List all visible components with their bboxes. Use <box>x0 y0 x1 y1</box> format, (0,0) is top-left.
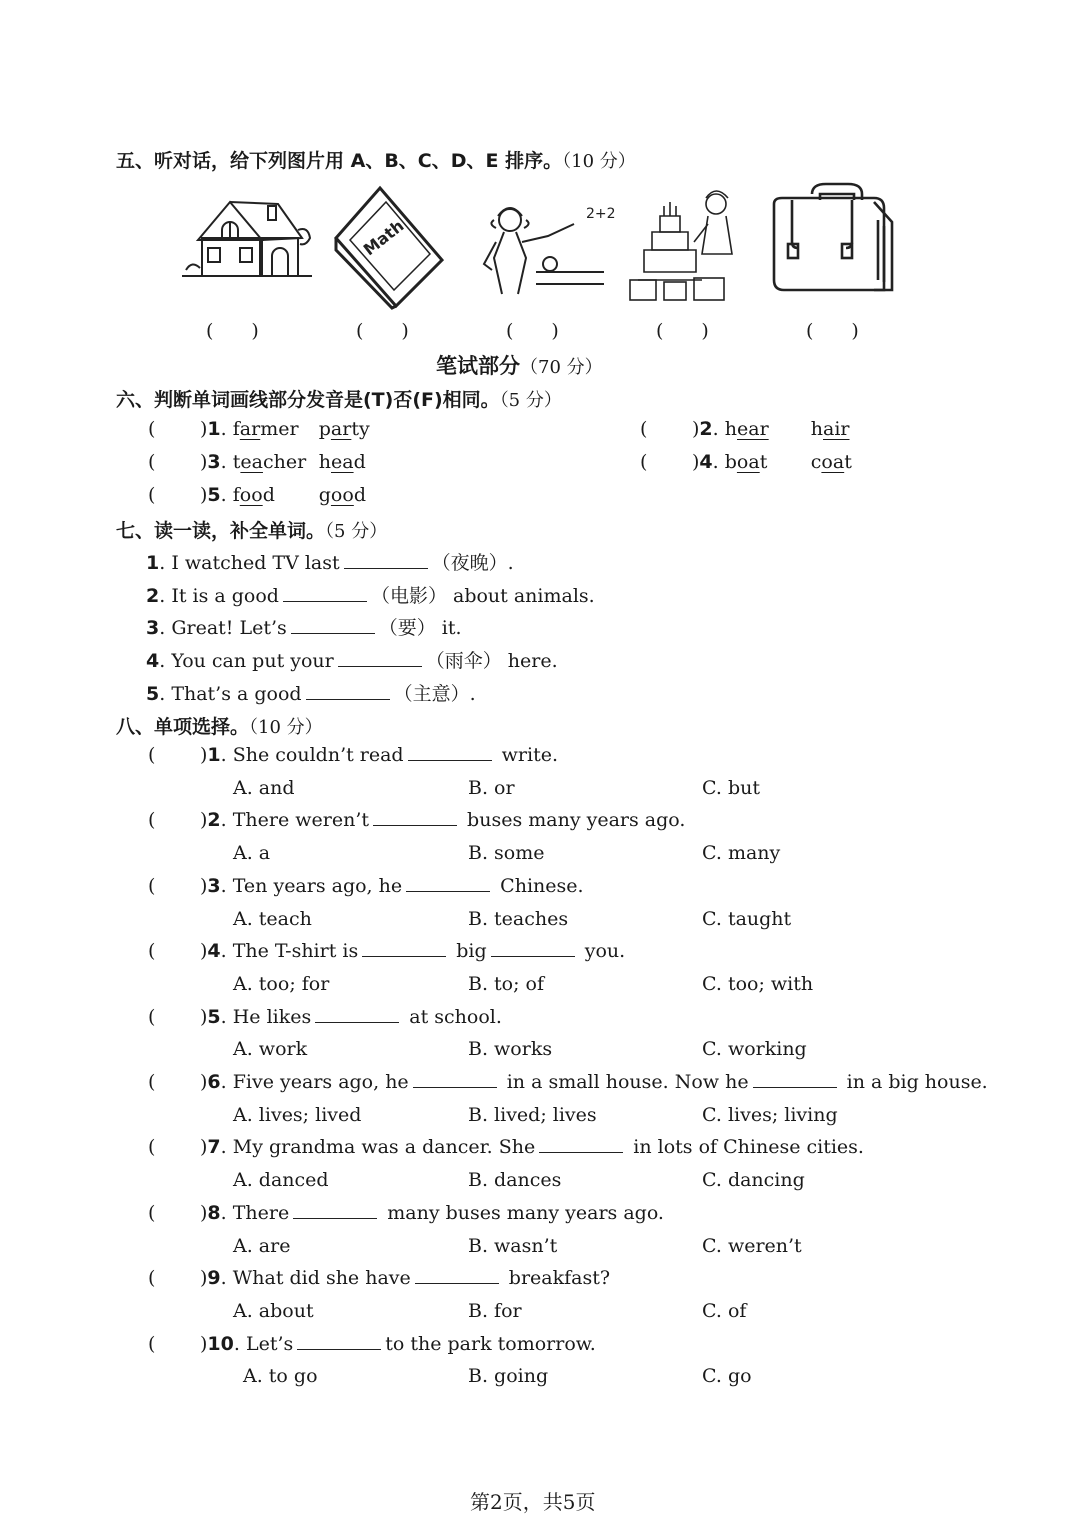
sentence-start: . You can put your <box>159 650 334 673</box>
underlined-part: air <box>823 418 850 440</box>
item-number: 3 <box>207 451 221 473</box>
sentence-end: about animals. <box>446 584 595 607</box>
answer-paren[interactable]: ( <box>148 418 156 440</box>
answer-blank[interactable] <box>283 600 367 602</box>
sentence-end: it. <box>435 617 462 640</box>
phonics-item-3 <box>148 451 366 473</box>
option-a[interactable]: A. teach <box>233 907 312 930</box>
option-a[interactable]: A. about <box>233 1299 314 1322</box>
question-number: 3 <box>207 874 221 897</box>
paren-close: ) <box>692 418 700 440</box>
question-number: 1 <box>207 744 221 766</box>
option-b[interactable]: B. works <box>468 1038 553 1061</box>
item-number: 1 <box>207 418 221 440</box>
word-part: d <box>353 484 366 506</box>
answer-blank[interactable] <box>406 890 490 892</box>
answer-blank[interactable] <box>415 1282 499 1284</box>
dot: . <box>220 418 233 440</box>
word-part: t <box>844 451 852 473</box>
paren-close: ) <box>200 1267 208 1290</box>
answer-blank[interactable] <box>539 1151 623 1153</box>
teacher-picture <box>474 198 616 298</box>
question-text: . There weren’t <box>220 809 370 832</box>
question-1 <box>148 744 558 766</box>
underlined-part: oa <box>736 451 760 473</box>
question-text: . She couldn’t read <box>220 744 404 766</box>
math-book-picture <box>330 182 450 310</box>
word-part: mer <box>260 418 299 440</box>
word-part: ty <box>351 418 370 440</box>
word-part: h <box>810 418 823 440</box>
paren-close: ) <box>200 1071 208 1093</box>
paren-close: ) <box>200 418 208 440</box>
paren-close: ) <box>692 451 700 473</box>
written-part-title: 笔试部分 <box>436 354 520 378</box>
word-2 <box>319 451 366 473</box>
item-number: 1 <box>146 552 160 574</box>
question-text: in a big house. <box>840 1071 988 1093</box>
sentence-end: here. <box>501 650 558 673</box>
question-text: . What did she have <box>220 1267 411 1290</box>
section-6-score: （5 分） <box>499 390 562 411</box>
word-2 <box>811 451 852 473</box>
section-5-score: （10 分） <box>562 151 636 172</box>
item-number: 4 <box>699 451 713 473</box>
question-number: 2 <box>207 809 221 832</box>
question-text: you. <box>578 940 626 963</box>
answer-blank[interactable] <box>293 1217 377 1219</box>
answer-paren[interactable]: ( <box>148 940 156 963</box>
sentence-end: . <box>469 682 476 705</box>
word-1 <box>725 451 811 473</box>
paren-close: ) <box>200 451 208 473</box>
word-1 <box>233 484 319 506</box>
fill-word-item-1 <box>146 548 514 575</box>
section-6-heading <box>116 385 562 412</box>
word-part: f <box>232 484 240 506</box>
question-5 <box>148 1006 502 1028</box>
paren-close: ) <box>200 1201 208 1224</box>
paren-close: ) <box>200 484 208 506</box>
answer-paren[interactable]: ( <box>148 809 156 832</box>
question-text: . There <box>220 1201 290 1224</box>
phonics-item-4 <box>640 451 852 473</box>
question-number: 8 <box>207 1201 221 1224</box>
option-a[interactable]: A. are <box>233 1234 291 1257</box>
dot: . <box>220 484 233 506</box>
underlined-part: oo <box>330 484 354 506</box>
option-b[interactable]: B. going <box>468 1365 549 1388</box>
question-text: write. <box>495 744 558 766</box>
option-b[interactable]: B. or <box>468 776 515 799</box>
answer-paren[interactable]: ( <box>148 874 156 897</box>
dot: . <box>712 418 725 440</box>
underlined-part: oo <box>239 484 263 506</box>
answer-blank[interactable] <box>297 1348 381 1350</box>
word-part: c <box>810 451 822 473</box>
answer-paren[interactable]: ( <box>640 451 648 473</box>
chinese-hint: （要） <box>378 617 436 640</box>
item-number: 2 <box>699 418 713 440</box>
option-a[interactable]: A. danced <box>233 1169 329 1192</box>
word-part: d <box>353 451 366 473</box>
dot: . <box>220 451 233 473</box>
schoolbag-picture <box>766 180 900 300</box>
word-part: cher <box>262 451 307 473</box>
option-a[interactable]: A. too; for <box>233 972 330 995</box>
section-8-score: （10 分） <box>249 717 323 738</box>
option-c[interactable]: C. dancing <box>702 1169 805 1192</box>
item-number: 3 <box>146 617 160 640</box>
question-text: Chinese. <box>494 874 584 897</box>
option-a[interactable]: A. work <box>233 1038 308 1061</box>
answer-paren[interactable]: ( <box>148 1136 156 1159</box>
option-a[interactable]: A. lives; lived <box>233 1103 362 1126</box>
word-part: h <box>724 418 737 440</box>
underlined-part: oa <box>821 451 845 473</box>
chinese-hint: （主意） <box>393 682 470 705</box>
section-7-heading <box>116 516 387 543</box>
paren-close: ) <box>200 1005 208 1028</box>
underlined-part: ea <box>331 451 354 473</box>
option-b[interactable]: B. some <box>468 842 545 865</box>
word-2 <box>319 484 366 506</box>
question-text: to the park tomorrow. <box>385 1332 596 1355</box>
word-part: t <box>759 451 768 473</box>
question-text: in lots of Chinese cities. <box>627 1136 864 1159</box>
question-text: buses many years ago. <box>461 809 686 832</box>
question-number: 10 <box>207 1332 234 1355</box>
chinese-hint: （夜晚） <box>431 552 508 574</box>
answer-blank[interactable] <box>753 1086 837 1088</box>
underlined-part: ea <box>240 451 263 473</box>
word-part: t <box>232 451 241 473</box>
answer-paren[interactable]: ( <box>148 1005 156 1028</box>
answer-paren[interactable]: ( <box>148 1071 156 1093</box>
question-text: . Five years ago, he <box>220 1071 409 1093</box>
question-2 <box>148 809 685 831</box>
answer-paren[interactable]: ( <box>148 744 156 766</box>
option-b[interactable]: B. for <box>468 1299 522 1322</box>
word-part: d <box>262 484 275 506</box>
word-part: f <box>232 418 240 440</box>
option-b[interactable]: B. to; of <box>468 972 545 995</box>
option-c[interactable]: C. weren’t <box>702 1234 802 1257</box>
answer-blank[interactable] <box>373 824 457 826</box>
paren-close: ) <box>200 1332 208 1355</box>
paren-close: ) <box>200 1136 208 1159</box>
sentence-end: . <box>507 552 514 574</box>
word-1 <box>233 418 319 440</box>
sentence-start: . It is a good <box>159 584 279 607</box>
chinese-hint: （雨伞） <box>425 650 502 673</box>
option-b[interactable]: B. teaches <box>468 907 569 930</box>
answer-blank[interactable] <box>362 955 446 957</box>
option-c[interactable]: C. too; with <box>702 972 814 995</box>
chinese-hint: （电影） <box>370 584 447 607</box>
written-part-score: （70 分） <box>520 357 603 378</box>
option-a[interactable]: A. to go <box>243 1365 318 1388</box>
fill-word-item-2 <box>146 581 595 608</box>
option-c[interactable]: C. go <box>702 1365 752 1388</box>
question-text: . My grandma was a dancer. She <box>220 1136 536 1159</box>
question-number: 5 <box>207 1005 221 1028</box>
question-number: 9 <box>207 1267 221 1290</box>
question-number: 4 <box>207 940 221 963</box>
question-number: 6 <box>207 1071 221 1093</box>
question-text: . The T-shirt is <box>220 940 359 963</box>
answer-blank[interactable] <box>338 665 422 667</box>
question-text: . Let’s <box>233 1332 294 1355</box>
word-part: p <box>318 418 331 440</box>
paren-close: ) <box>200 744 208 766</box>
answer-paren[interactable]: ( <box>148 1332 156 1355</box>
question-3 <box>148 875 584 897</box>
answer-paren[interactable]: ( <box>148 1201 156 1224</box>
phonics-item-2 <box>640 418 850 440</box>
answer-blank-5[interactable]: ( ) <box>806 320 859 342</box>
option-b[interactable]: B. lived; lives <box>468 1103 597 1126</box>
option-c[interactable]: C. of <box>702 1299 747 1322</box>
option-a[interactable]: A. and <box>233 776 295 799</box>
answer-blank[interactable] <box>413 1086 497 1088</box>
answer-blank-3[interactable]: ( ) <box>506 320 559 342</box>
answer-paren[interactable]: ( <box>148 1267 156 1290</box>
answer-blank-4[interactable]: ( ) <box>656 320 709 342</box>
sentence-start: . I watched TV last <box>159 552 340 574</box>
page-footer: 第2页，共5页 <box>470 1490 596 1514</box>
book-label: Math <box>359 216 408 260</box>
option-b[interactable]: B. wasn’t <box>468 1234 558 1257</box>
question-text: big <box>450 940 487 963</box>
dot: . <box>712 451 725 473</box>
fill-word-item-3 <box>146 613 462 640</box>
word-1 <box>725 418 811 440</box>
word-1 <box>233 451 319 473</box>
word-part: b <box>724 451 737 473</box>
question-number: 7 <box>207 1136 221 1159</box>
question-7 <box>148 1136 864 1158</box>
answer-blank-1[interactable]: ( ) <box>206 320 259 342</box>
paren-close: ) <box>200 874 208 897</box>
question-text: . Ten years ago, he <box>220 874 403 897</box>
answer-paren[interactable]: ( <box>148 484 156 506</box>
underlined-part: ar <box>239 418 261 440</box>
option-c[interactable]: C. lives; living <box>702 1103 838 1126</box>
option-c[interactable]: C. taught <box>702 907 792 930</box>
word-part: h <box>318 451 331 473</box>
section-8-heading <box>116 712 323 739</box>
option-b[interactable]: B. dances <box>468 1169 562 1192</box>
word-2 <box>319 418 370 440</box>
question-8 <box>148 1202 664 1224</box>
answer-blank[interactable] <box>344 567 428 569</box>
sentence-start: . Great! Let’s <box>159 617 287 640</box>
house-picture <box>178 190 312 290</box>
paren-close: ) <box>200 940 208 963</box>
item-number: 5 <box>146 682 160 705</box>
question-text: . He likes <box>220 1005 312 1028</box>
answer-blank[interactable] <box>491 955 575 957</box>
fill-word-item-4 <box>146 646 558 673</box>
option-a[interactable]: A. a <box>233 842 271 865</box>
answer-blank[interactable] <box>291 632 375 634</box>
option-c[interactable]: C. many <box>702 842 781 865</box>
item-number: 2 <box>146 584 160 607</box>
birthday-cake-picture <box>624 184 744 306</box>
underlined-part: ar <box>330 418 352 440</box>
option-c[interactable]: C. working <box>702 1038 807 1061</box>
phonics-item-5 <box>148 484 366 506</box>
question-text: breakfast? <box>502 1267 611 1290</box>
phonics-item-1 <box>148 418 370 440</box>
question-9 <box>148 1267 610 1289</box>
answer-blank[interactable] <box>306 698 390 700</box>
answer-blank-2[interactable]: ( ) <box>356 320 409 342</box>
answer-paren[interactable]: ( <box>148 451 156 473</box>
section-7-score: （5 分） <box>325 521 388 542</box>
answer-blank[interactable] <box>408 759 492 761</box>
board-math: 2+2 <box>586 206 616 222</box>
section-8-title: 八、单项选择。 <box>116 716 250 738</box>
answer-paren[interactable]: ( <box>640 418 648 440</box>
item-number: 4 <box>146 650 160 673</box>
section-5-title: 五、听对话，给下列图片用 A、B、C、D、E 排序。 <box>116 150 563 172</box>
question-4 <box>148 940 625 962</box>
word-2 <box>811 418 850 440</box>
sentence-start: . That’s a good <box>159 682 302 705</box>
underlined-part: ear <box>737 418 769 440</box>
question-text: many buses many years ago. <box>381 1201 664 1224</box>
section-5-heading <box>116 146 636 173</box>
option-c[interactable]: C. but <box>702 776 760 799</box>
written-part-heading <box>436 350 603 380</box>
section-6-title: 六、判断单词画线部分发音是(T)否(F)相同。 <box>116 389 500 411</box>
section-7-title: 七、读一读，补全单词。 <box>116 520 326 542</box>
paren-close: ) <box>200 809 208 832</box>
word-part: g <box>318 484 331 506</box>
question-10 <box>148 1333 596 1355</box>
question-text: in a small house. Now he <box>500 1071 749 1093</box>
answer-blank[interactable] <box>315 1021 399 1023</box>
question-6 <box>148 1071 988 1093</box>
fill-word-item-5 <box>146 679 476 706</box>
item-number: 5 <box>207 484 221 506</box>
question-text: at school. <box>403 1005 502 1028</box>
